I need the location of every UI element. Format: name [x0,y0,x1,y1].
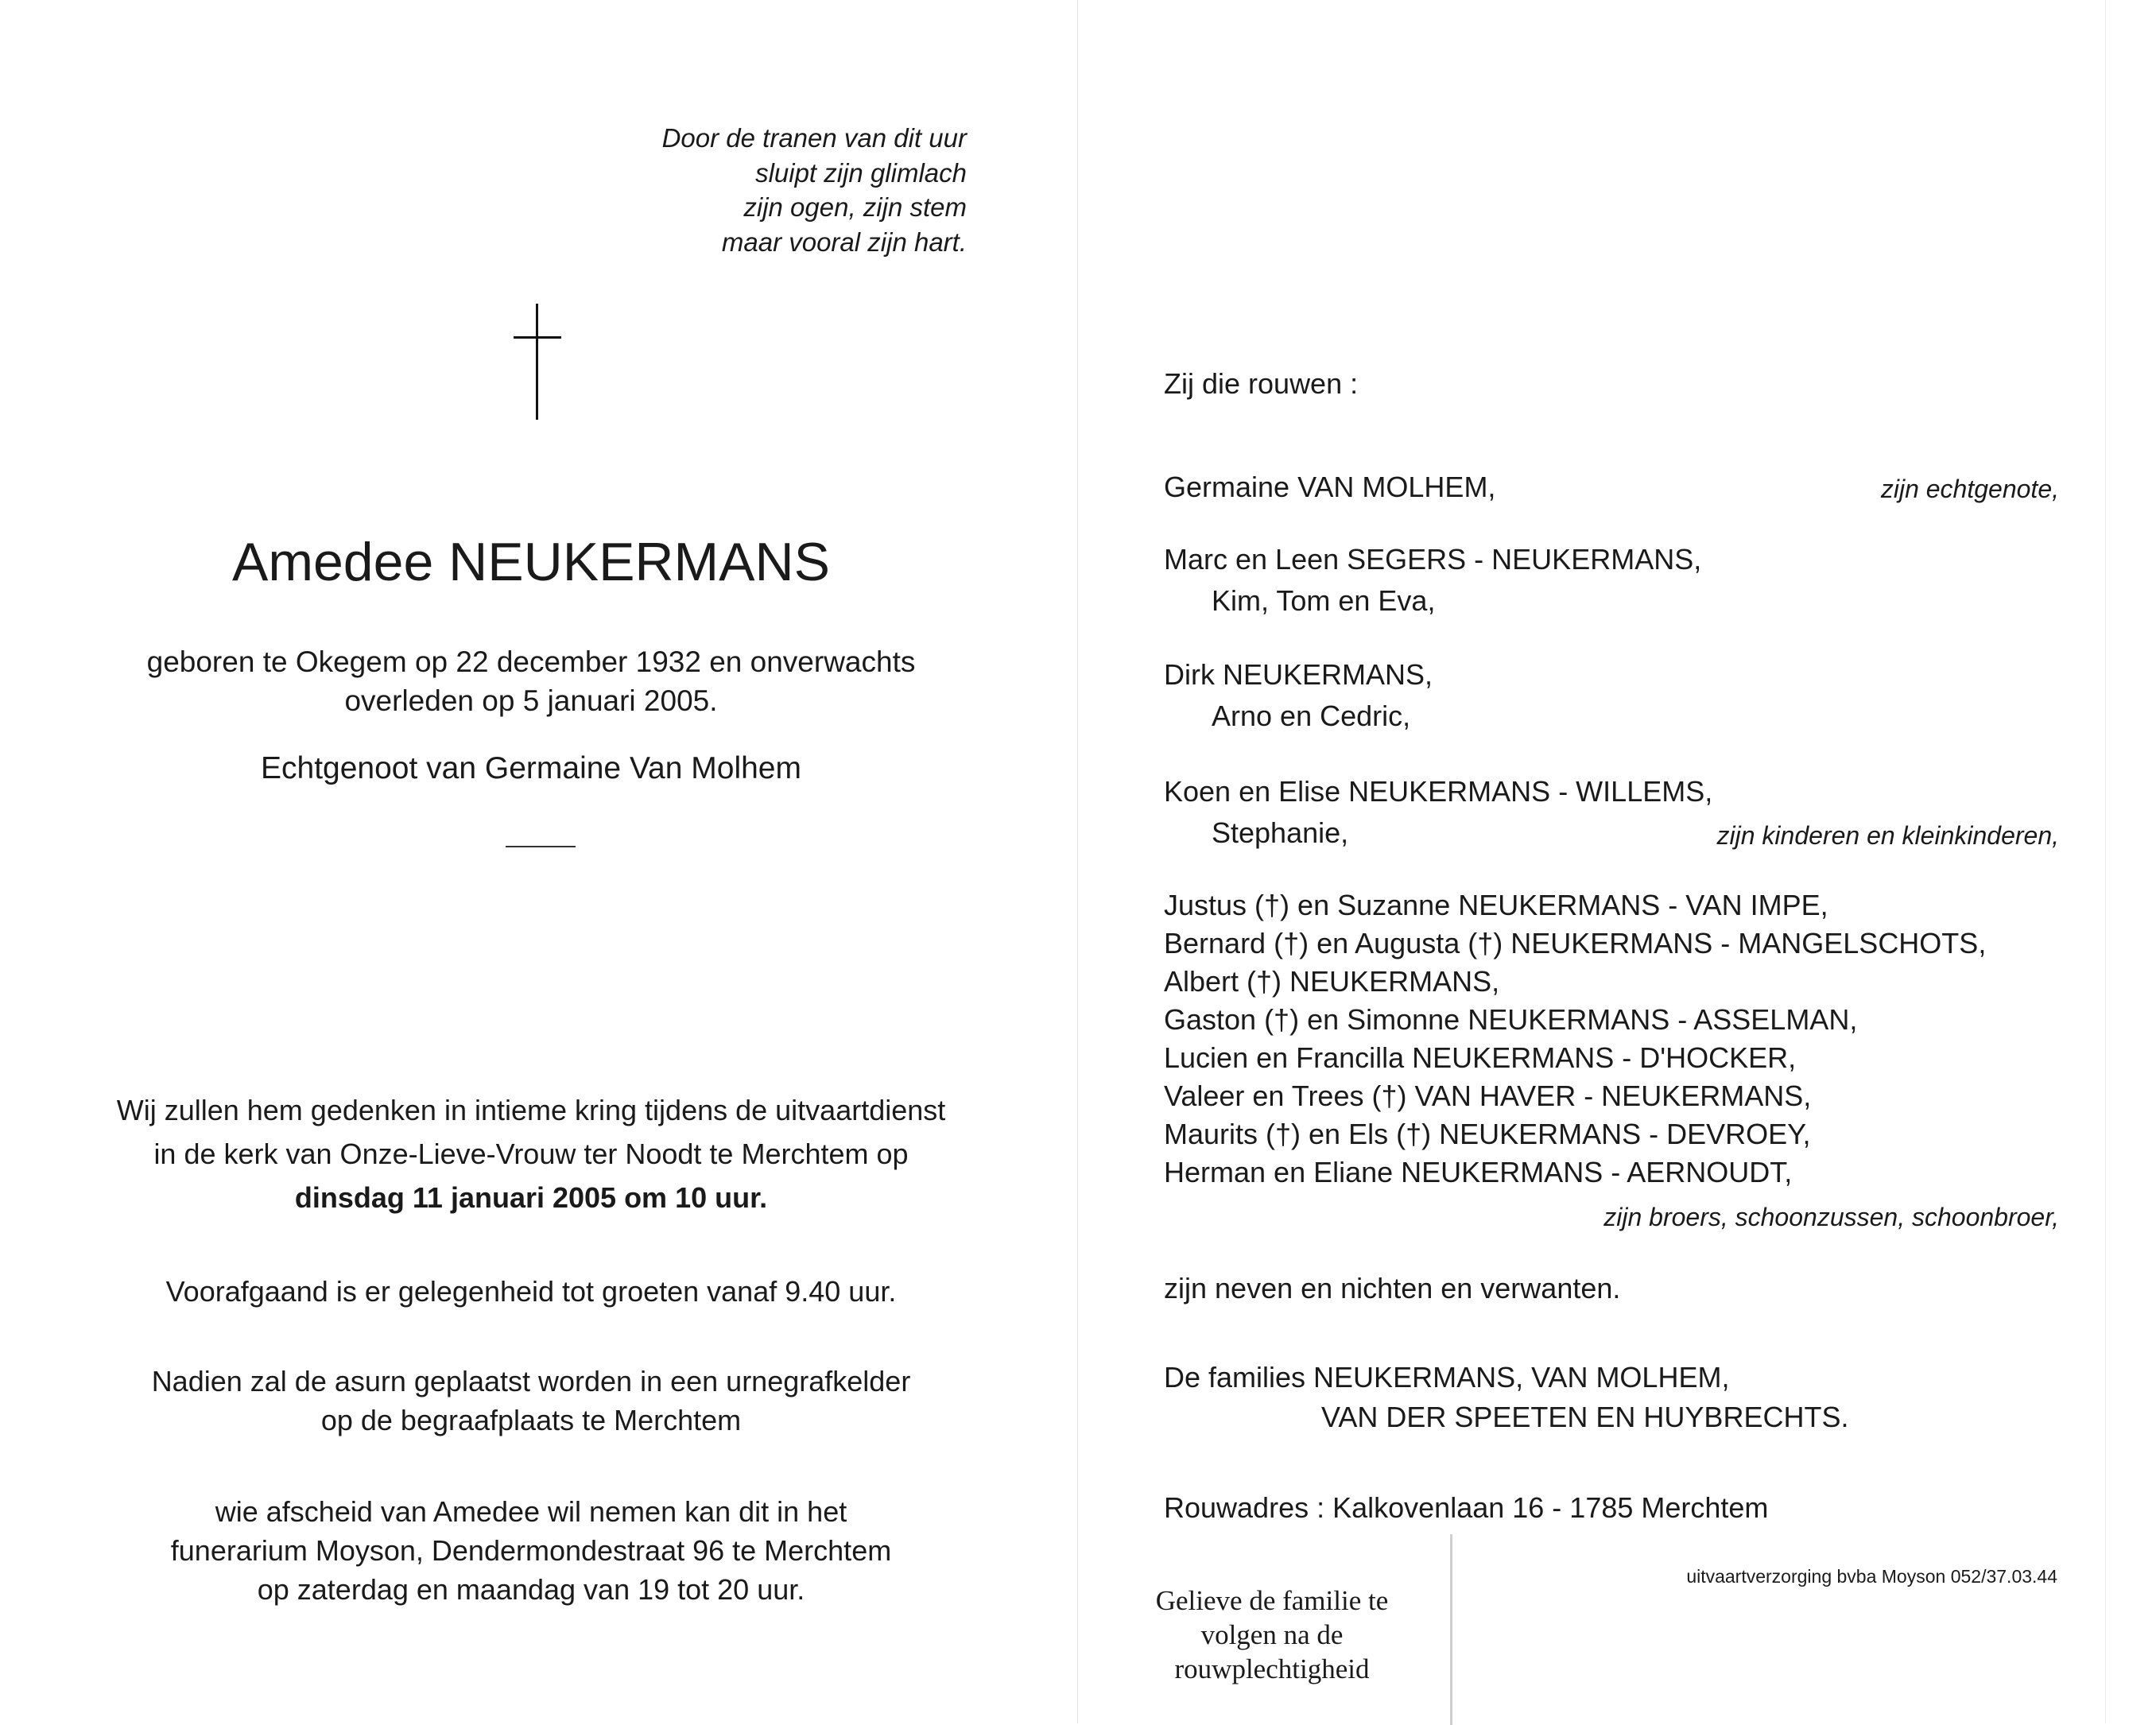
grandchildren: Kim, Tom en Eva, [1212,584,1436,617]
farewell-line: wie afscheid van Amedee wil nemen kan dit in het [215,1495,847,1528]
poem [662,121,967,259]
sibling-line: Justus (†) en Suzanne NEUKERMANS - VAN IMPE, [1164,889,1828,921]
children-role: zijn kinderen en kleinkinderen, [1716,821,2059,850]
deceased-name: Amedee NEUKERMANS [231,532,831,592]
poem-line: maar vooral zijn hart. [721,227,967,257]
undertaker-credit: uitvaartverzorging bvba Moyson 052/37.03.44 [1686,1566,2057,1587]
divider [506,846,576,847]
stamp-line: Gelieve de familie te [1155,1585,1389,1616]
sibling-line: Bernard (†) en Augusta (†) NEUKERMANS - MANGELSCHOTS, [1164,927,1987,959]
mourners-title: Zij die rouwen : [1164,367,1359,400]
families-line: VAN DER SPEETEN EN HUYBRECHTS. [1321,1401,1849,1433]
service-text [0,1088,1062,1219]
families-line: De families NEUKERMANS, VAN MOLHEM, [1164,1361,1730,1394]
spouse-name: Germaine VAN MOLHEM, [1164,471,1496,503]
service-line: in de kerk van Onze-Lieve-Vrouw ter Noodt te Merchtem op [153,1138,909,1170]
farewell-line: op zaterdag en maandag van 19 tot 20 uur. [257,1573,805,1606]
child-family: Marc en Leen SEGERS - NEUKERMANS, [1164,543,1702,576]
sibling-line: Gaston (†) en Simonne NEUKERMANS - ASSELMAN, [1164,1003,1858,1036]
service-date: dinsdag 11 januari 2005 om 10 uur. [294,1181,768,1214]
spouse-line: Echtgenoot van Germaine Van Molhem [261,751,801,785]
grandchildren: Arno en Cedric, [1212,700,1411,732]
poem-line: zijn ogen, zijn stem [743,192,967,222]
siblings-role: zijn broers, schoonzussen, schoonbroer, [1603,1203,2059,1231]
farewell-line: funerarium Moyson, Dendermondestraat 96 te Merchtem [170,1534,892,1567]
child-family: Dirk NEUKERMANS, [1164,658,1433,691]
child-family: Koen en Elise NEUKERMANS - WILLEMS, [1164,775,1713,808]
sibling-line: Valeer en Trees (†) VAN HAVER - NEUKERMANS, [1164,1080,1812,1112]
stamp-edge [1450,1534,1452,1725]
stamp-line: volgen na de [1200,1619,1344,1650]
birth-death-text [0,642,1062,720]
farewell-text [0,1492,1062,1609]
death-line: overleden op 5 januari 2005. [344,684,718,717]
sibling-line: Maurits (†) en Els (†) NEUKERMANS - DEVROEY, [1164,1118,1811,1150]
fold-line [1077,0,1078,1723]
urn-line: op de begraafplaats te Merchtem [320,1404,742,1436]
greeting-text: Voorafgaand is er gelegenheid tot groeten vanaf 9.40 uur. [165,1275,897,1308]
grandchildren: Stephanie, [1212,816,1349,849]
sibling-line: Lucien en Francilla NEUKERMANS - D'HOCKER, [1164,1041,1797,1074]
mourning-address: Rouwadres : Kalkovenlaan 16 - 1785 Merchtem [1164,1491,1769,1524]
cross-icon-bar [514,336,561,339]
service-line: Wij zullen hem gedenken in intieme kring tijdens de uitvaartdienst [116,1094,946,1126]
poem-line: sluipt zijn glimlach [755,157,967,188]
birth-line: geboren te Okegem op 22 december 1932 en onverwachts [146,645,916,678]
urn-line: Nadien zal de asurn geplaatst worden in een urnegrafkelder [151,1365,911,1397]
sibling-line: Herman en Eliane NEUKERMANS - AERNOUDT, [1164,1156,1793,1188]
urn-text [0,1362,1062,1440]
cross-icon [536,304,538,420]
poem-line: Door de tranen van dit uur [661,123,967,153]
stamp-line: rouwplechtigheid [1174,1653,1370,1684]
spouse-role: zijn echtgenote, [1880,475,2059,503]
fold-line-right [2105,0,2106,1723]
stamp-note [1113,1584,1431,1686]
relatives-line: zijn neven en nichten en verwanten. [1164,1272,1621,1304]
sibling-line: Albert (†) NEUKERMANS, [1164,965,1500,998]
siblings-list [1164,886,1986,1192]
